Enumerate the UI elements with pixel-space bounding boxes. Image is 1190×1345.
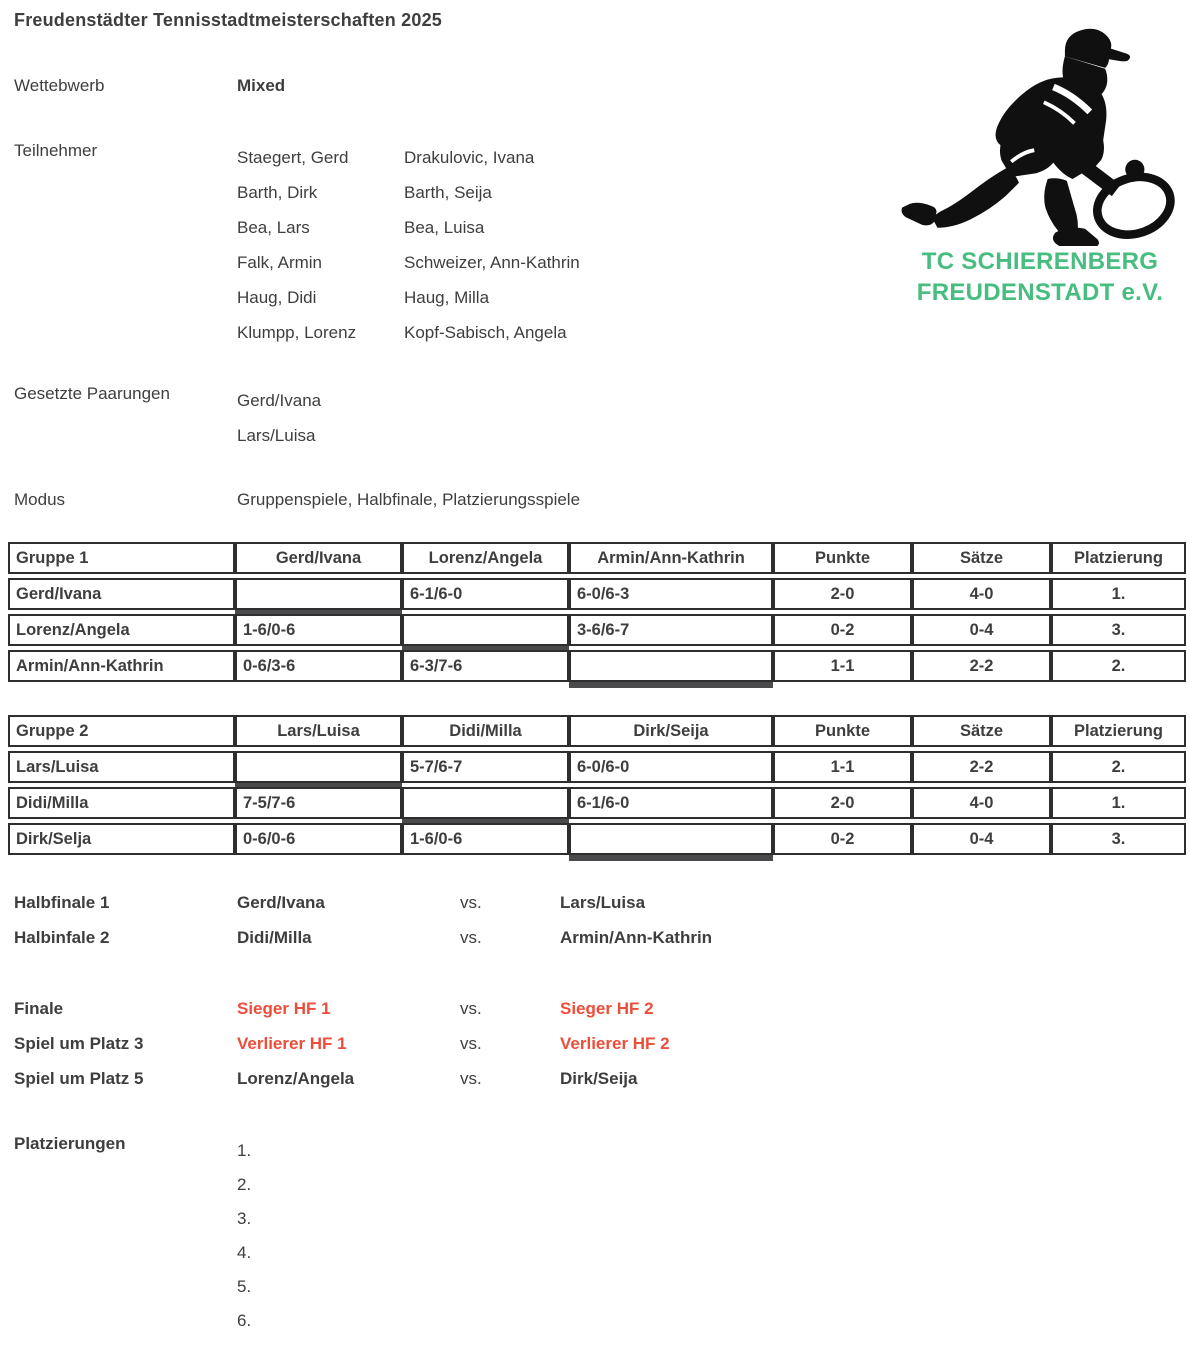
team-cell: Lorenz/Angela [8,614,235,646]
match-team1: Gerd/Ivana [237,893,325,912]
team-cell: Dirk/Selja [8,823,235,855]
platzierung-cell: 1. [1051,578,1186,610]
modus-label: Modus [14,490,66,509]
match-label: Finale [14,999,64,1018]
saetze-cell: 4-0 [912,787,1051,819]
match-row [14,1026,1182,1061]
teilnehmer-name-male: Staegert, Gerd [237,148,349,167]
team-cell: Didi/Milla [8,787,235,819]
gesetzte-paarung: Gerd/Ivana [237,391,322,410]
teilnehmer-name-female: Haug, Milla [404,288,490,307]
diagonal-cell [402,614,569,646]
result-cell: 1-6/0-6 [402,823,569,855]
club-name-line2: FREUDENSTADT e.V. [916,279,1164,306]
club-logo [892,18,1188,308]
rank-item: 4. [237,1243,252,1262]
teilnehmer-name-female: Kopf-Sabisch, Angela [404,323,567,342]
opponent-header-cell: Dirk/Seija [569,715,773,747]
vs-label: vs. [460,999,482,1018]
match-team2: Lars/Luisa [560,893,646,912]
rank-item: 5. [237,1277,252,1296]
rank-item: 6. [237,1311,252,1330]
tournament-sheet [0,10,1190,1345]
saetze-cell: 2-2 [912,751,1051,783]
result-cell: 6-0/6-0 [569,751,773,783]
platzierung-cell: 1. [1051,787,1186,819]
group-data-row [8,751,1186,783]
teilnehmer-name-female: Schweizer, Ann-Kathrin [404,253,580,272]
match-row [14,1061,1182,1096]
vs-label: vs. [460,928,482,947]
stat-header-cell: Punkte [773,542,912,574]
gesetzte-label: Gesetzte Paarungen [14,384,170,403]
team-cell: Gerd/Ivana [8,578,235,610]
result-cell: 6-1/6-0 [402,578,569,610]
vs-label: vs. [460,1034,482,1053]
gruppe-1-table-wrap [8,538,1182,686]
stat-header-cell: Platzierung [1051,542,1186,574]
result-cell: 6-0/6-3 [569,578,773,610]
teilnehmer-name-male: Klumpp, Lorenz [237,323,357,342]
teilnehmer-name-male: Bea, Lars [237,218,310,237]
match-label: Halbinfale 2 [14,928,110,947]
group-data-row [8,650,1186,682]
saetze-cell: 2-2 [912,650,1051,682]
opponent-header-cell: Lorenz/Angela [402,542,569,574]
group-data-row [8,823,1186,855]
teilnehmer-name-male: Barth, Dirk [237,183,318,202]
group-data-row [8,614,1186,646]
gesetzte-row [14,383,1182,453]
match-team2: Dirk/Seija [560,1069,638,1088]
match-team1: Didi/Milla [237,928,312,947]
wettbewerb-label: Wettebwerb [14,76,105,95]
teilnehmer-name-male: Haug, Didi [237,288,317,307]
teilnehmer-name-female: Bea, Luisa [404,218,485,237]
group-header-row [8,542,1186,574]
diagonal-cell [235,751,402,783]
result-cell: 6-3/7-6 [402,650,569,682]
match-team1: Lorenz/Angela [237,1069,355,1088]
match-row [14,991,1182,1026]
teilnehmer-name-male: Falk, Armin [237,253,323,272]
saetze-cell: 4-0 [912,578,1051,610]
group-table [8,711,1186,859]
opponent-header-cell: Lars/Luisa [235,715,402,747]
punkte-cell: 2-0 [773,787,912,819]
rank-item: 3. [237,1209,252,1228]
group-data-row [8,787,1186,819]
platzierungen-row [14,1134,1182,1338]
club-name-line1: TC SCHIERENBERG [921,248,1159,275]
result-cell: 7-5/7-6 [235,787,402,819]
opponent-header-cell: Gerd/Ivana [235,542,402,574]
group-table [8,538,1186,686]
platzierung-cell: 3. [1051,823,1186,855]
group-name-cell: Gruppe 1 [8,542,235,574]
tennis-player-silhouette-icon [896,18,1184,246]
punkte-cell: 2-0 [773,578,912,610]
group-name-cell: Gruppe 2 [8,715,235,747]
stat-header-cell: Punkte [773,715,912,747]
group-header-row [8,715,1186,747]
saetze-cell: 0-4 [912,614,1051,646]
platzierungen-label: Platzierungen [14,1134,126,1153]
result-cell: 0-6/3-6 [235,650,402,682]
vs-label: vs. [460,1069,482,1088]
match-team2: Armin/Ann-Kathrin [560,928,713,947]
gruppe-2-table-wrap [8,711,1182,859]
opponent-header-cell: Didi/Milla [402,715,569,747]
result-cell: 0-6/0-6 [235,823,402,855]
diagonal-cell [569,650,773,682]
halbfinale-section [14,885,1182,955]
modus-value: Gruppenspiele, Halbfinale, Platzierungsspiele [237,490,581,509]
stat-header-cell: Platzierung [1051,715,1186,747]
diagonal-cell [569,823,773,855]
platzierungen-list [237,1134,1182,1338]
match-row [14,885,1182,920]
match-team2: Verlierer HF 2 [560,1034,670,1053]
punkte-cell: 0-2 [773,823,912,855]
punkte-cell: 1-1 [773,650,912,682]
rank-item: 1. [237,1141,252,1160]
diagonal-cell [402,787,569,819]
finals-section [14,991,1182,1096]
platzierung-cell: 2. [1051,751,1186,783]
modus-row [14,489,1182,511]
result-cell: 6-1/6-0 [569,787,773,819]
match-label: Spiel um Platz 3 [14,1034,144,1053]
stat-header-cell: Sätze [912,542,1051,574]
match-team2: Sieger HF 2 [560,999,654,1018]
match-team1: Sieger HF 1 [237,999,331,1018]
result-cell: 3-6/6-7 [569,614,773,646]
teilnehmer-name-female: Drakulovic, Ivana [404,148,535,167]
wettbewerb-value: Mixed [237,76,286,95]
platzierung-cell: 3. [1051,614,1186,646]
team-cell: Lars/Luisa [8,751,235,783]
match-label: Halbfinale 1 [14,893,110,912]
match-label: Spiel um Platz 5 [14,1069,144,1088]
group-data-row [8,578,1186,610]
punkte-cell: 1-1 [773,751,912,783]
vs-label: vs. [460,893,482,912]
result-cell: 1-6/0-6 [235,614,402,646]
rank-item: 2. [237,1175,252,1194]
match-row [14,920,1182,955]
teilnehmer-name-female: Barth, Seija [404,183,492,202]
saetze-cell: 0-4 [912,823,1051,855]
page-title: Freudenstädter Tennisstadtmeisterschaften 2025 [14,10,443,30]
gesetzte-list [237,383,1182,453]
team-cell: Armin/Ann-Kathrin [8,650,235,682]
stat-header-cell: Sätze [912,715,1051,747]
diagonal-cell [235,578,402,610]
platzierung-cell: 2. [1051,650,1186,682]
match-team1: Verlierer HF 1 [237,1034,347,1053]
punkte-cell: 0-2 [773,614,912,646]
opponent-header-cell: Armin/Ann-Kathrin [569,542,773,574]
teilnehmer-label: Teilnehmer [14,141,98,160]
teilnehmer-pair [237,315,1182,350]
gesetzte-paarung: Lars/Luisa [237,426,316,445]
result-cell: 5-7/6-7 [402,751,569,783]
